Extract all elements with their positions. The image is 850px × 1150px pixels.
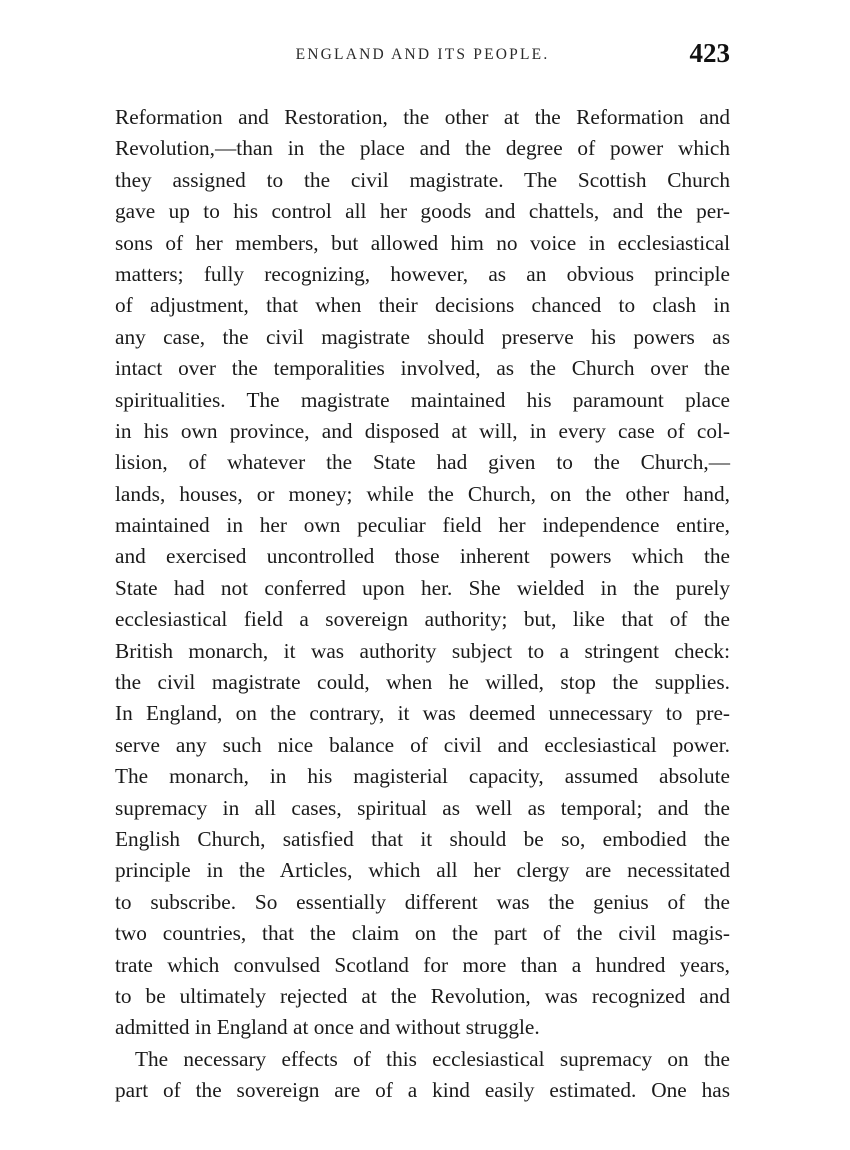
text-line: sons of her members, but allowed him no voice in ecclesiastical <box>115 230 730 255</box>
text-line: matters; fully recognizing, however, as an obvious principle <box>115 261 730 286</box>
text-line: part of the sovereign are of a kind easily estimated. One has <box>115 1078 730 1103</box>
text-line: intact over the temporalities involved, as the Church over the <box>115 356 730 381</box>
text-line: principle in the Articles, which all her clergy are necessitated <box>115 858 730 883</box>
text-line: two countries, that the claim on the part of the civil magis- <box>115 921 730 946</box>
text-line: they assigned to the civil magistrate. The Scottish Church <box>115 167 730 192</box>
text-line: gave up to his control all her goods and chattels, and the per- <box>115 199 730 224</box>
text-line: the civil magistrate could, when he willed, stop the supplies. <box>115 670 730 695</box>
text-line: lands, houses, or money; while the Church, on the other hand, <box>115 481 730 506</box>
text-line: supremacy in all cases, spiritual as well as temporal; and the <box>115 795 730 820</box>
text-line: maintained in her own peculiar field her independence entire, <box>115 513 730 538</box>
running-head <box>115 38 730 78</box>
paragraph-start-line: The necessary effects of this ecclesiastical supremacy on the <box>135 1046 730 1071</box>
text-line: Reformation and Restoration, the other at the Reformation and <box>115 105 730 129</box>
text-line: lision, of whatever the State had given to the Church,— <box>115 450 730 475</box>
text-line: and exercised uncontrolled those inherent powers which the <box>115 544 730 569</box>
body-text <box>115 102 730 1107</box>
text-line: British monarch, it was authority subject to a stringent check: <box>115 638 730 663</box>
text-line: serve any such nice balance of civil and ecclesiastical power. <box>115 732 730 757</box>
text-line: of adjustment, that when their decisions chanced to clash in <box>115 293 730 318</box>
page-number: 423 <box>689 38 730 68</box>
paragraph-end-line: admitted in England at once and without struggle. <box>115 1015 540 1040</box>
text-line: any case, the civil magistrate should preserve his powers as <box>115 324 730 349</box>
text-line: State had not conferred upon her. She wielded in the purely <box>115 575 730 600</box>
text-line: In England, on the contrary, it was deemed unnecessary to pre- <box>115 701 730 726</box>
text-line: The monarch, in his magisterial capacity, assumed absolute <box>115 764 730 789</box>
running-title: ENGLAND AND ITS PEOPLE. <box>295 46 550 63</box>
text-line: to be ultimately rejected at the Revolution, was recognized and <box>115 983 730 1008</box>
text-line: trate which convulsed Scotland for more than a hundred years, <box>115 952 730 977</box>
text-line: ecclesiastical field a sovereign authority; but, like that of the <box>115 607 730 632</box>
text-line: English Church, satisfied that it should be so, embodied the <box>115 826 730 851</box>
text-line: spiritualities. The magistrate maintained his paramount place <box>115 387 730 412</box>
text-line: in his own province, and disposed at will, in every case of col- <box>115 418 730 443</box>
text-line: to subscribe. So essentially different was the genius of the <box>115 889 730 914</box>
text-line: Revolution,—than in the place and the degree of power which <box>115 136 730 161</box>
